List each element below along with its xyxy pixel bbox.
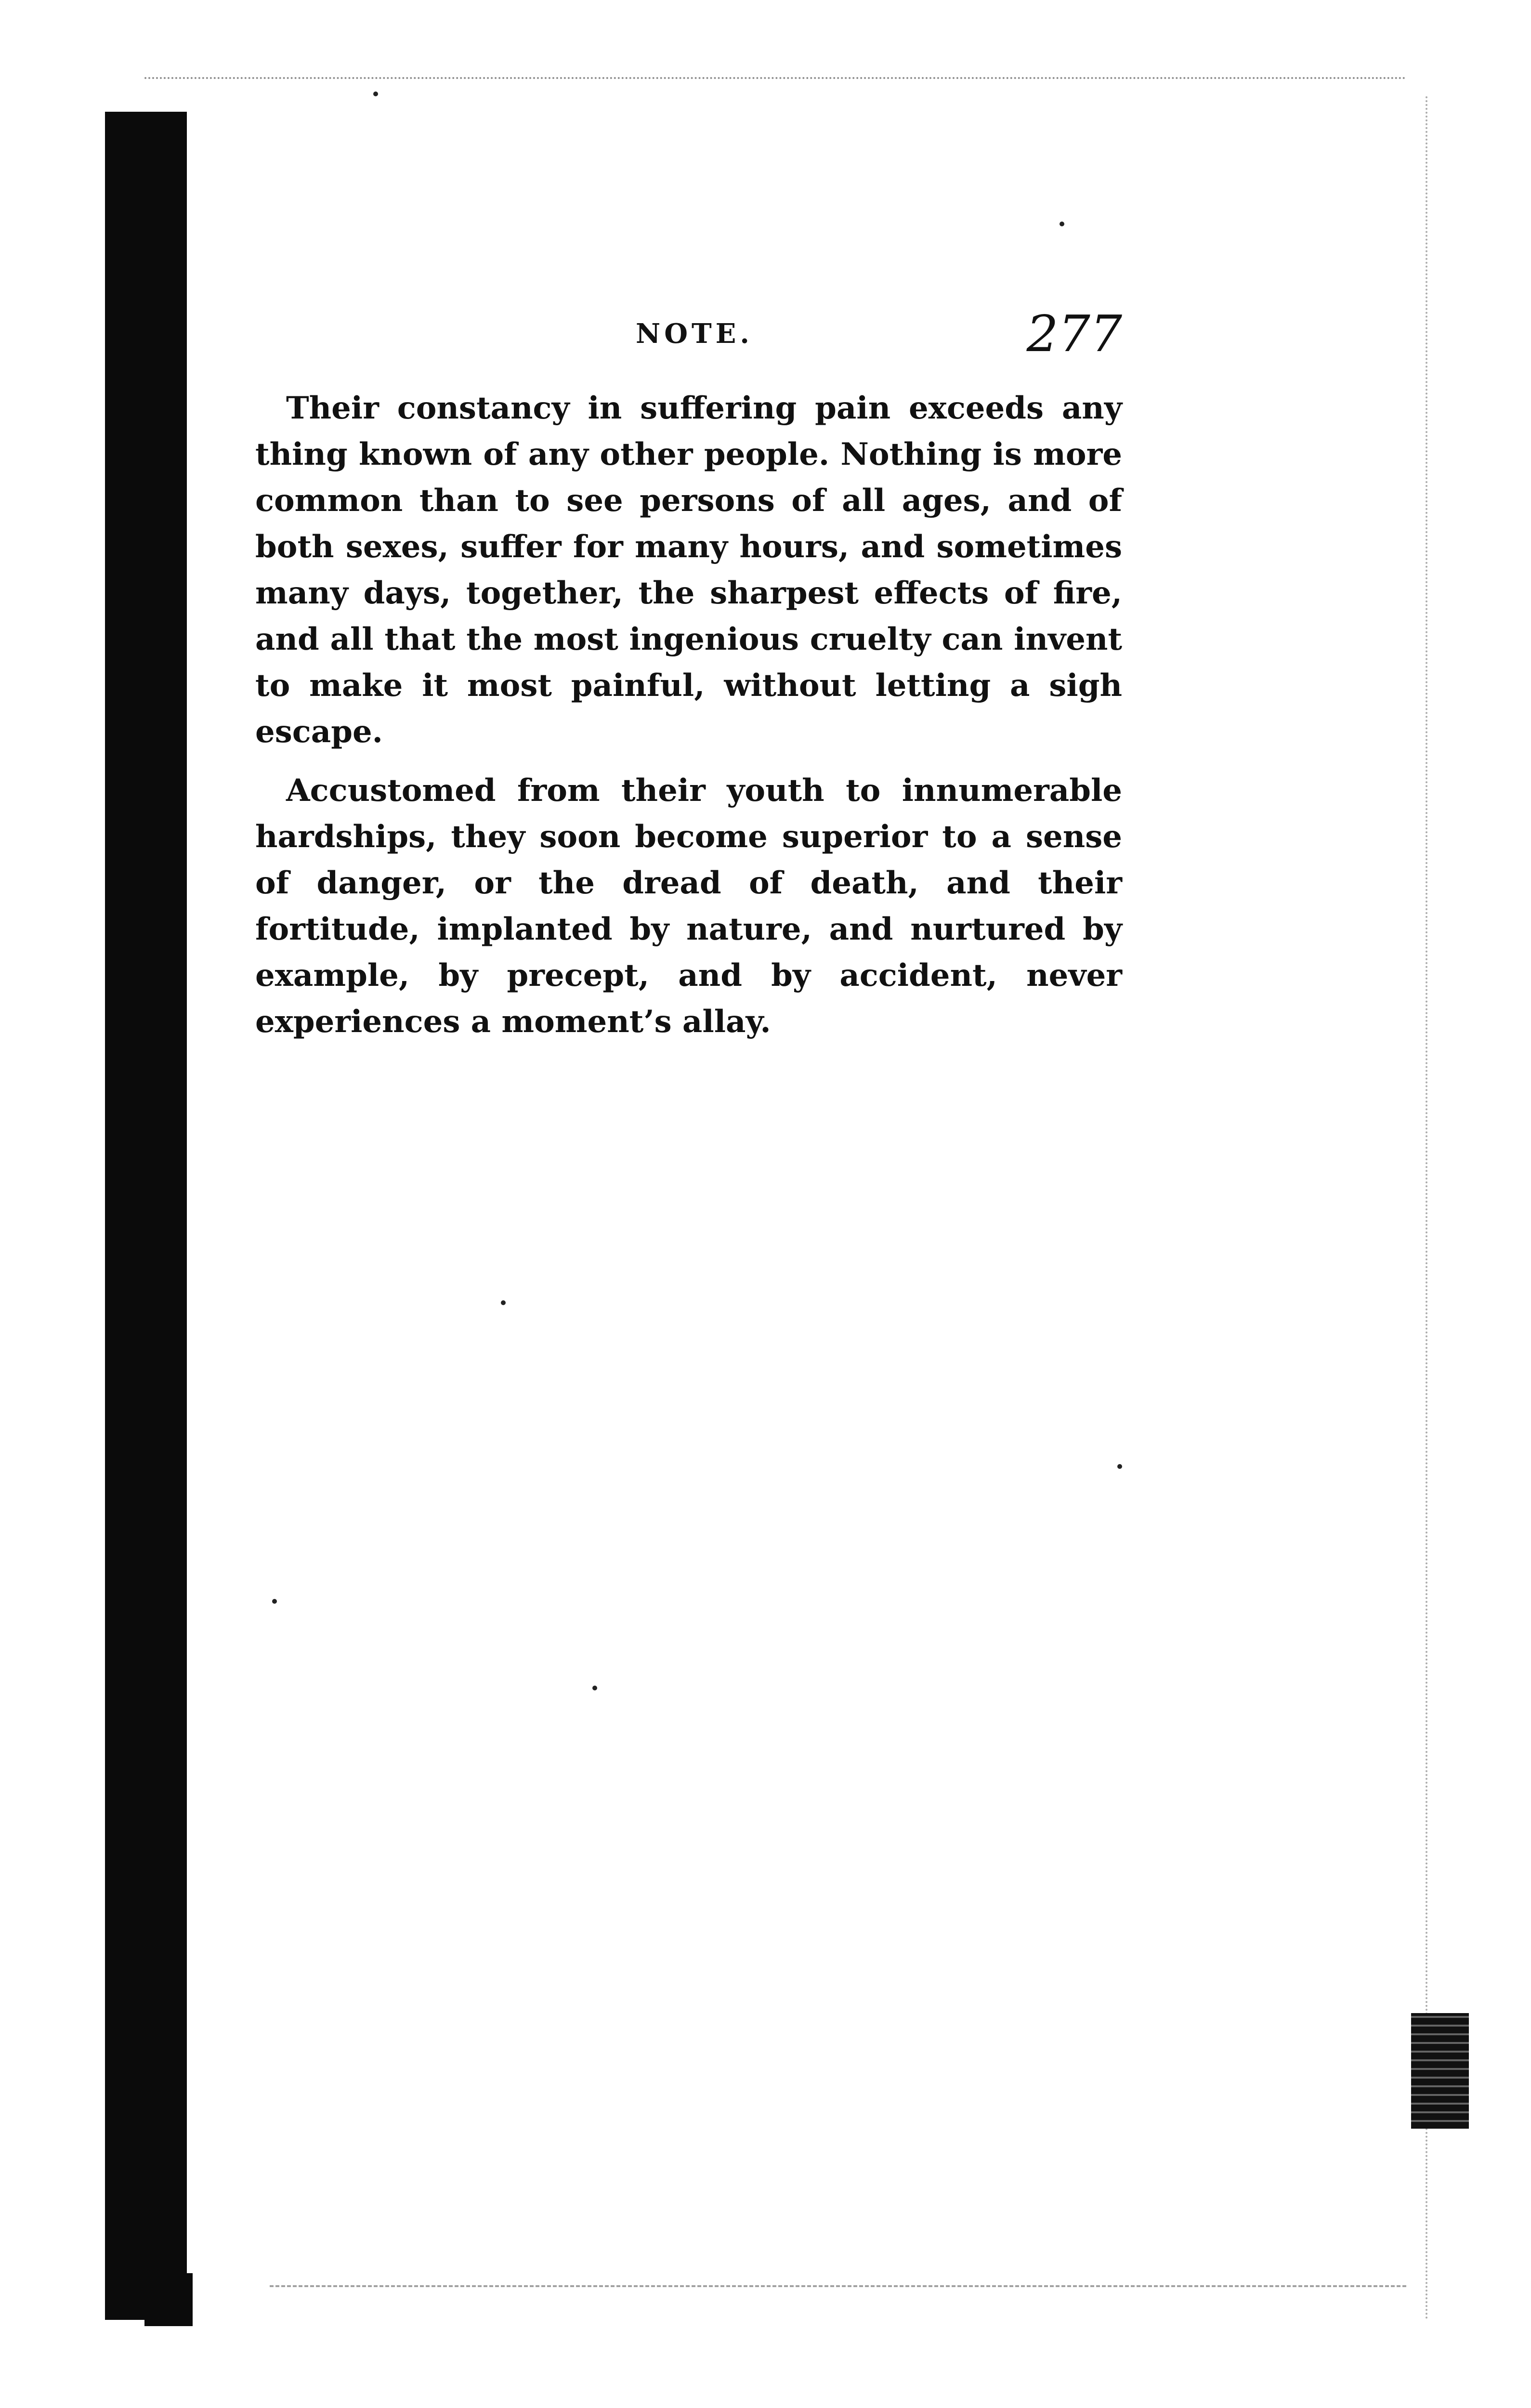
- scan-speck: [272, 1599, 277, 1604]
- paragraph: Their constancy in suffering pain exceeds any thing known of any other people. Nothing is more common than to see persons of all ages, and of both sexes, suffer for many hours, and sometimes many days, together, the sharpest effects of fire, and all that the most ingenious cruelty can invent to make it most painful, without letting a sigh escape.: [255, 390, 1122, 750]
- running-header: [260, 304, 1122, 366]
- binding-notch: [116, 713, 169, 766]
- binding-edge: [105, 112, 187, 2320]
- page-number: 277: [1026, 304, 1122, 363]
- scan-speck: [592, 1686, 597, 1690]
- note-body: [255, 385, 1122, 1058]
- binding-foot: [144, 2273, 193, 2326]
- page-edge-right: [1426, 96, 1427, 2321]
- scan-artifact: [1411, 2013, 1469, 2129]
- paragraph: Accustomed from their youth to innumerable hardships, they soon become superior to a sense of danger, or the dread of death, and their fortitude, implanted by nature, and nurtured by example, by precept, and by accident, never experiences a moment’s allay.: [255, 772, 1122, 1040]
- scan-speck: [501, 1300, 506, 1305]
- scan-speck: [1117, 1464, 1122, 1469]
- page-edge-top: [144, 77, 1406, 79]
- scan-speck: [373, 92, 378, 96]
- scan-speck: [1060, 222, 1064, 226]
- running-head-title: NOTE.: [636, 318, 753, 350]
- page-edge-bottom: [270, 2285, 1406, 2287]
